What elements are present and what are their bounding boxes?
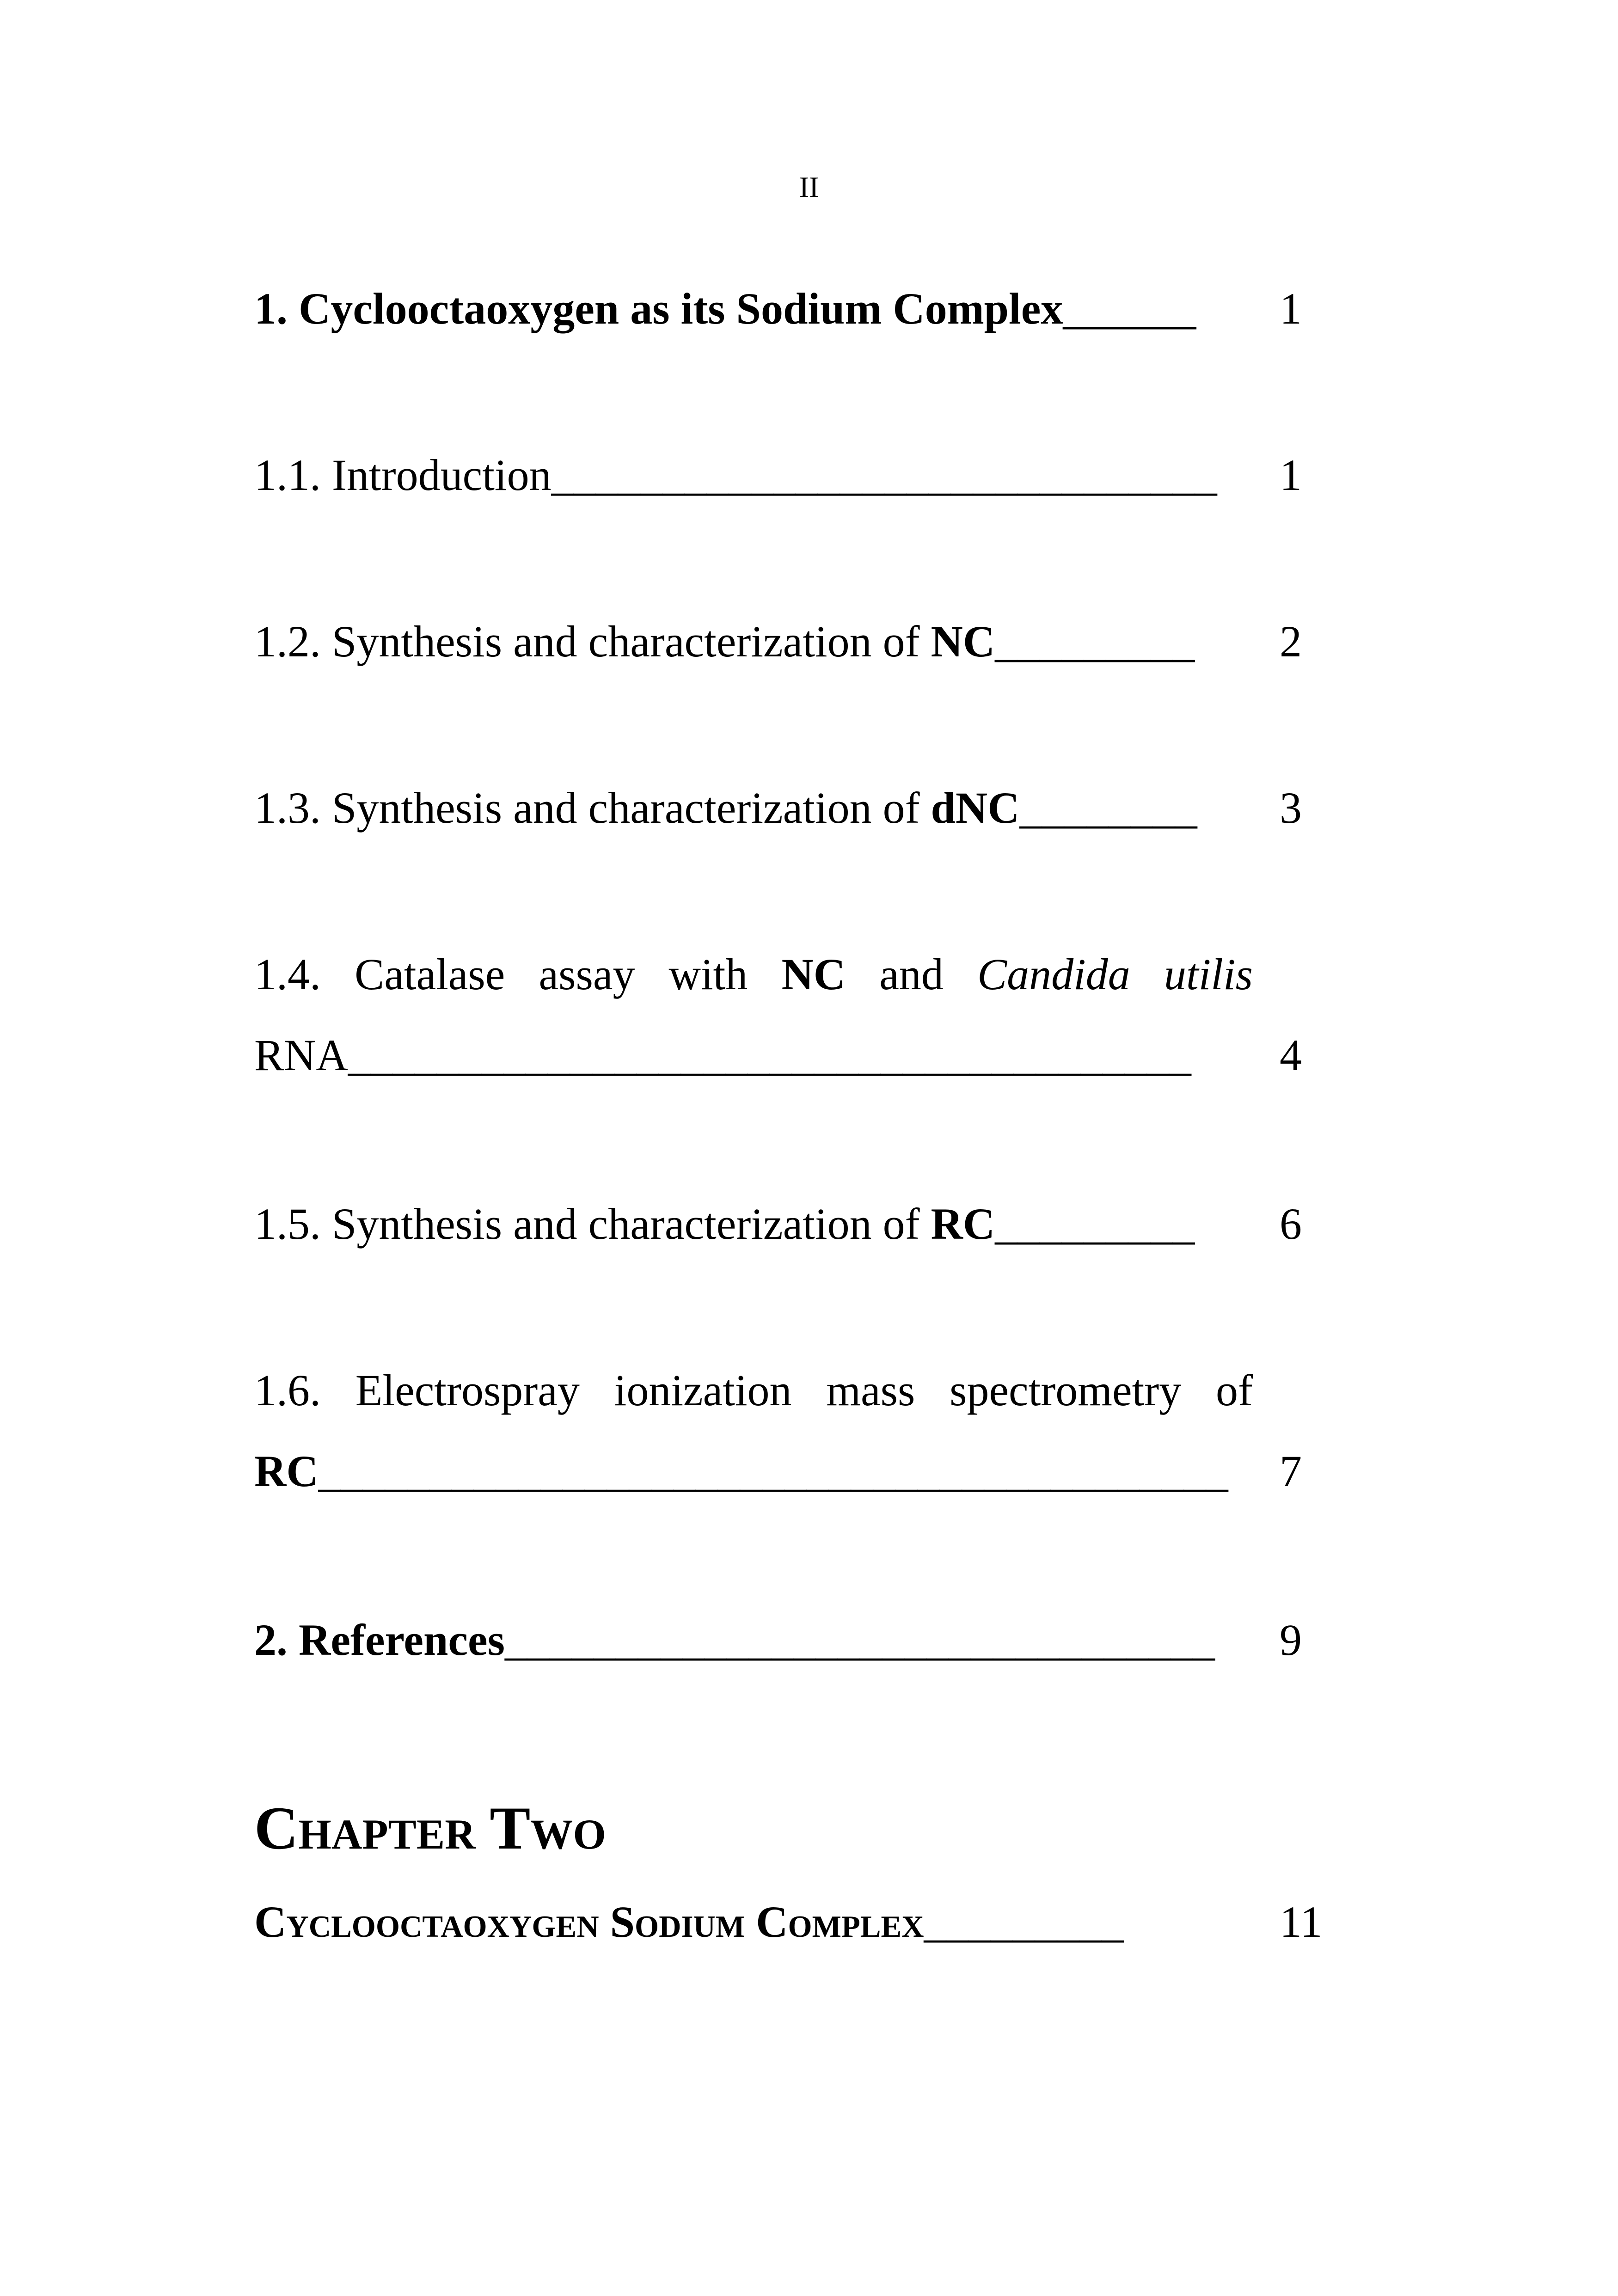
toc-leader: ________ [1019, 783, 1197, 833]
toc-entry [254, 934, 1253, 1096]
toc-leader: ______________________________ [551, 450, 1217, 500]
toc-entry-title: RC [931, 1199, 995, 1249]
toc-entry-title: 1. Cyclooctaoxygen as its Sodium Complex [254, 284, 1063, 333]
toc-page-ref: 1 [1280, 284, 1302, 333]
toc-word: mass [826, 1365, 915, 1415]
toc-word: Catalase [355, 949, 505, 999]
toc-page-ref: 6 [1280, 1199, 1302, 1249]
toc-word: assay [539, 949, 635, 999]
toc-entry-line [254, 934, 1253, 1015]
chapter-subheading [254, 1881, 1124, 1962]
toc-entry-title: 1.5. Synthesis and characterization of [254, 1199, 931, 1249]
toc-entry-line [254, 268, 1253, 349]
toc-entry [254, 1599, 1253, 1680]
toc-word: 1.4. [254, 949, 321, 999]
toc-word: spectrometry [950, 1365, 1182, 1415]
toc-entry-line [254, 1431, 1253, 1512]
toc-word: utilis [1164, 949, 1253, 999]
toc-leader: _________ [924, 1897, 1124, 1947]
toc-entry-title: RC [254, 1446, 319, 1496]
toc-page-ref: 7 [1280, 1446, 1302, 1496]
toc-leader: _________________________________________ [318, 1446, 1228, 1496]
toc-entry-title: NC [931, 617, 995, 666]
toc-word: with [668, 949, 748, 999]
toc-leader: ________________________________ [504, 1615, 1215, 1665]
toc-word: NC [781, 949, 846, 999]
chapter-heading: Chapter Two [254, 1794, 606, 1862]
toc-entry [254, 268, 1253, 349]
toc-leader: ______________________________________ [348, 1030, 1191, 1080]
toc-entry [254, 767, 1253, 848]
toc-page-ref: 3 [1280, 783, 1302, 833]
toc-page-ref: 2 [1280, 617, 1302, 666]
toc-entry [254, 435, 1253, 515]
toc-entry-line [254, 1015, 1253, 1096]
toc-page-ref: 9 [1280, 1615, 1302, 1665]
toc-entry-title: 2. References [254, 1615, 505, 1665]
toc-word: ionization [614, 1365, 792, 1415]
toc-entry-title: dNC [931, 783, 1020, 833]
page-number: II [799, 171, 819, 203]
toc-word: Candida [977, 949, 1130, 999]
toc-entry-line [254, 1350, 1253, 1431]
toc-word: and [879, 949, 944, 999]
toc-entry-title: 1.1. Introduction [254, 450, 552, 500]
toc-entry-line [254, 435, 1253, 515]
toc-leader: _________ [995, 617, 1195, 666]
toc-leader: ______ [1063, 284, 1196, 333]
toc-word: Electrospray [355, 1365, 580, 1415]
toc-leader: _________ [995, 1199, 1195, 1249]
chapter-subheading-title: Cyclooctaoxygen Sodium Complex [254, 1897, 924, 1947]
toc-entry-title: 1.3. Synthesis and characterization of [254, 783, 931, 833]
toc-entry-title: 1.2. Synthesis and characterization of [254, 617, 931, 666]
toc-entry-line [254, 1183, 1253, 1264]
toc-entry-line [254, 767, 1253, 848]
toc-page-ref: 1 [1280, 450, 1302, 500]
toc-entry-line [254, 601, 1253, 682]
toc-page-ref: 4 [1280, 1030, 1302, 1080]
toc-page-ref: 11 [1280, 1897, 1323, 1947]
toc-entry-line [254, 1599, 1253, 1680]
toc-entry-title: RNA [254, 1030, 348, 1080]
toc-word: of [1215, 1365, 1253, 1415]
toc-entry [254, 1183, 1253, 1264]
toc-entry [254, 1350, 1253, 1512]
toc-entry [254, 601, 1253, 682]
toc-word: 1.6. [254, 1365, 321, 1415]
